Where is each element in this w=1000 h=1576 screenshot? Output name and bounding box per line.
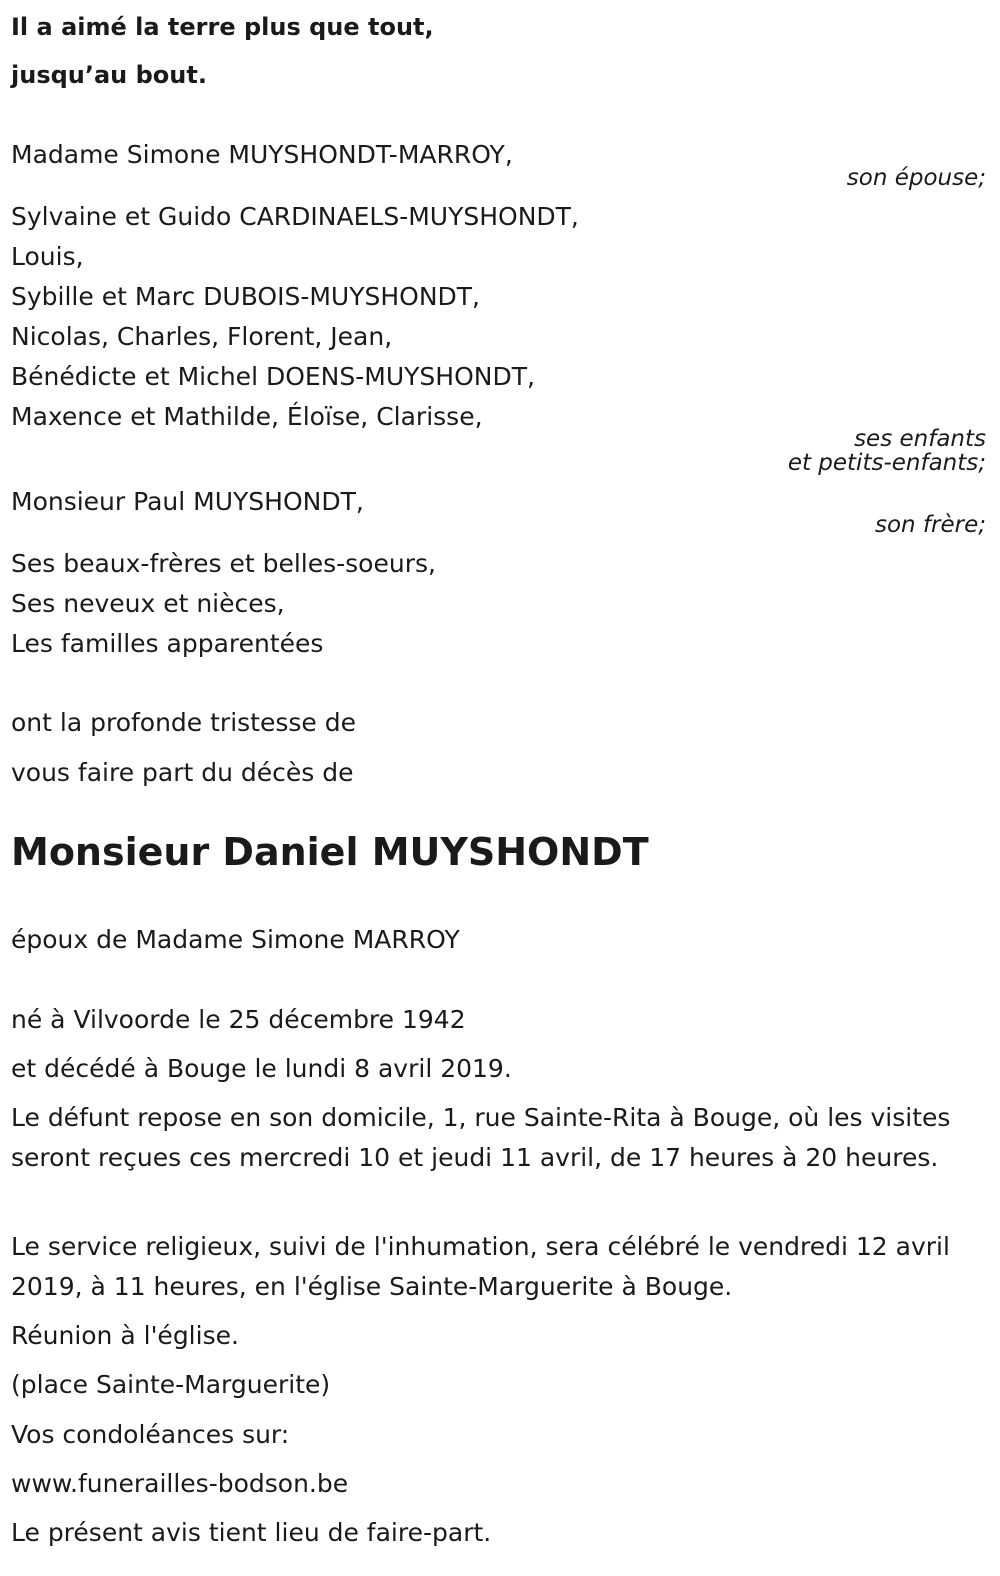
service-paragraph: Le service religieux, suivi de l'inhumation, sera célébré le vendredi 12 avril 2019, à 11 heures, en l'église Sainte-Marguerite à Bouge.	[11, 1232, 950, 1301]
family-extended-line-3: Les familles apparentées	[11, 629, 324, 658]
relation-children-2: et petits-enfants;	[787, 450, 986, 476]
announcement-line-2: vous faire part du décès de	[11, 758, 354, 787]
visitation-paragraph: Le défunt repose en son domicile, 1, rue Sainte-Rita à Bouge, où les visites seront reçues ces mercredi 10 et jeudi 11 avril, de 17 heures à 20 heures.	[11, 1103, 951, 1172]
birth-line: né à Vilvoorde le 25 décembre 1942	[11, 1005, 466, 1034]
family-children-line-5: Bénédicte et Michel DOENS-MUYSHONDT,	[11, 362, 535, 391]
family-spouse-line: Madame Simone MUYSHONDT-MARROY,	[11, 140, 513, 169]
family-extended-line-2: Ses neveux et nièces,	[11, 589, 285, 618]
relation-spouse: son épouse;	[846, 165, 986, 191]
family-children-line-3: Sybille et Marc DUBOIS-MUYSHONDT,	[11, 282, 480, 311]
meeting-line: Réunion à l'église.	[11, 1321, 239, 1350]
epigraph-line-1: Il a aimé la terre plus que tout,	[11, 13, 434, 41]
family-children-line-4: Nicolas, Charles, Florent, Jean,	[11, 322, 393, 351]
family-children-line-6: Maxence et Mathilde, Éloïse, Clarisse,	[11, 402, 483, 431]
family-brother-line: Monsieur Paul MUYSHONDT,	[11, 487, 364, 516]
death-line: et décédé à Bouge le lundi 8 avril 2019.	[11, 1054, 512, 1083]
family-extended-line-1: Ses beaux-frères et belles-soeurs,	[11, 549, 436, 578]
condolences-label: Vos condoléances sur:	[11, 1420, 290, 1449]
meeting-place-line: (place Sainte-Marguerite)	[11, 1370, 331, 1399]
family-children-line-2: Louis,	[11, 242, 84, 271]
relation-children-1: ses enfants	[854, 426, 986, 452]
relation-brother: son frère;	[874, 512, 986, 538]
announcement-line-1: ont la profonde tristesse de	[11, 708, 356, 737]
spouse-line: époux de Madame Simone MARROY	[11, 925, 460, 954]
website-link[interactable]: www.funerailles-bodson.be	[11, 1469, 349, 1498]
family-children-line-1: Sylvaine et Guido CARDINAELS-MUYSHONDT,	[11, 202, 579, 231]
epigraph-line-2: jusqu’au bout.	[11, 61, 207, 89]
deceased-name: Monsieur Daniel MUYSHONDT	[11, 830, 649, 874]
closing-line: Le présent avis tient lieu de faire-part.	[11, 1518, 492, 1547]
